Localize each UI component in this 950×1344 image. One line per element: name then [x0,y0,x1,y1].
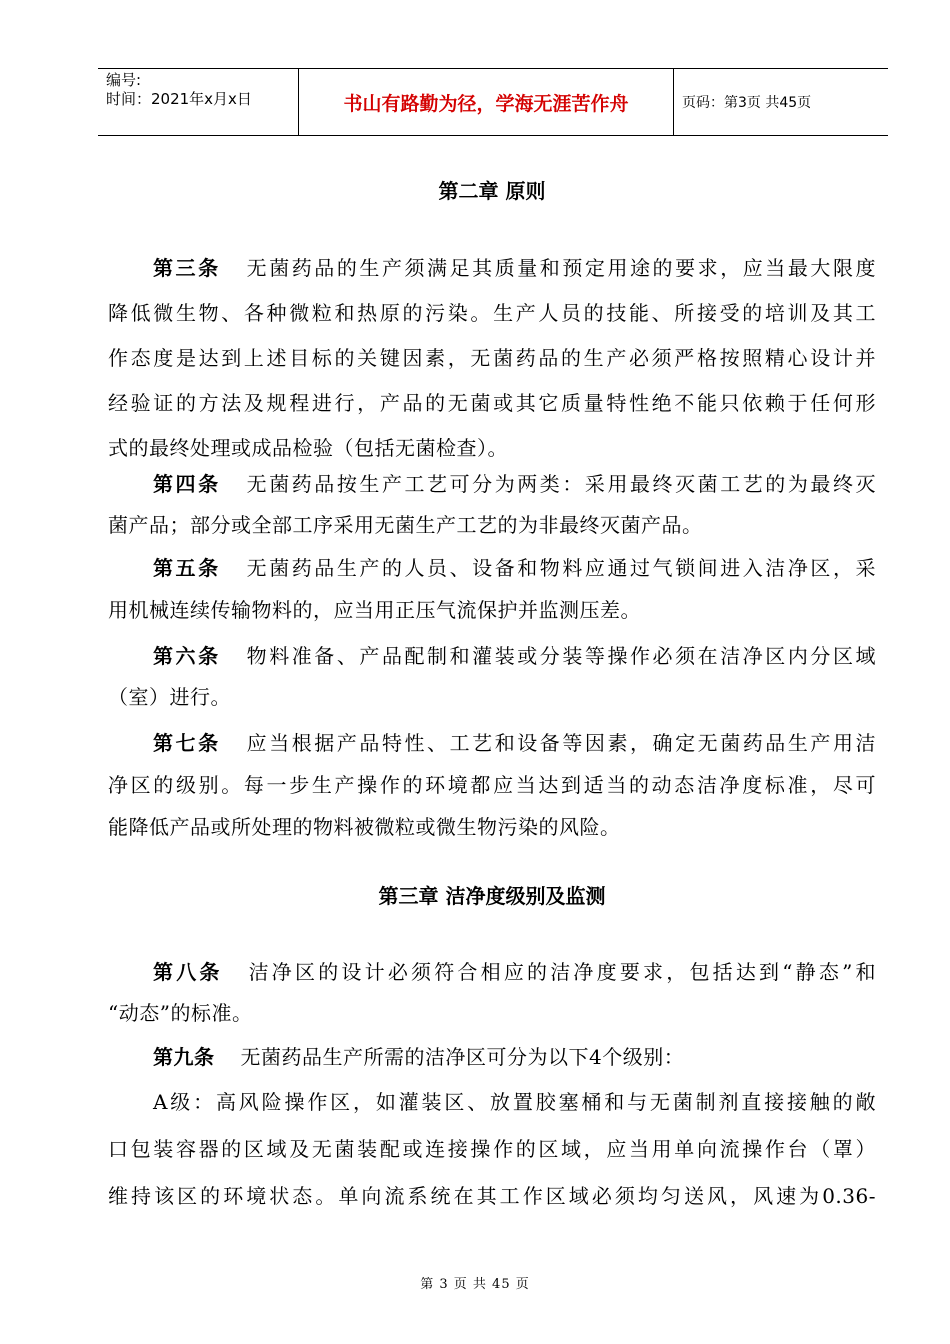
article-7-line-1: 第七条 应当根据产品特性、工艺和设备等因素，确定无菌药品生产用洁 [153,731,877,755]
chapter-3-title: 第三章 洁净度级别及监测 [378,884,606,908]
header-page-info: 页码：第3页 共45页 [682,95,812,111]
article-9-label: 第九条 [153,1045,215,1069]
article-3-line-5: 式的最终处理或成品检验（包括无菌检查）。 [108,436,508,460]
header-motto: 书山有路勤为径，学海无涯苦作舟 [299,69,674,135]
article-3-line-2: 降低微生物、各种微粒和热原的污染。生产人员的技能、所接受的培训及其工 [108,301,876,325]
article-6-label: 第六条 [153,644,221,668]
article-4-line-2: 菌产品；部分或全部工序采用无菌生产工艺的为非最终灭菌产品。 [108,513,703,537]
article-3-line-3: 作态度是达到上述目标的关键因素，无菌药品的生产必须严格按照精心设计并 [108,346,876,370]
grade-a-line-1: A级：高风险操作区，如灌装区、放置胶塞桶和与无菌制剂直接接触的敞 [153,1090,876,1114]
article-7-label: 第七条 [153,731,221,755]
grade-a-line-3: 维持该区的环境状态。单向流系统在其工作区域必须均匀送风，风速为0.36- [108,1184,876,1208]
article-3-line-1: 第三条 无菌药品的生产须满足其质量和预定用途的要求，应当最大限度 [153,256,877,280]
document-time-label: 时间：2021年x月x日 [106,90,252,108]
article-8-label: 第八条 [153,960,223,984]
article-7-line-3: 能降低产品或所处理的物料被微粒或微生物污染的风险。 [108,815,621,839]
article-3-label: 第三条 [153,256,221,280]
chapter-2-title: 第二章 原则 [438,179,546,203]
article-5-line-2: 用机械连续传输物料的，应当用正压气流保护并监测压差。 [108,598,641,622]
article-4-label: 第四条 [153,472,221,496]
article-5-label: 第五条 [153,556,221,580]
article-6-line-2: （室）进行。 [108,685,231,709]
article-6-line-1: 第六条 物料准备、产品配制和灌装或分装等操作必须在洁净区内分区域 [153,644,877,668]
article-4-line-1: 第四条 无菌药品按生产工艺可分为两类：采用最终灭菌工艺的为最终灭 [153,472,877,496]
article-7-line-2: 净区的级别。每一步生产操作的环境都应当达到适当的动态洁净度标准，尽可 [108,773,876,797]
page-footer: 第 3 页 共 45 页 [420,1277,530,1292]
article-5-line-1: 第五条 无菌药品生产的人员、设备和物料应通过气锁间进入洁净区，采 [153,556,877,580]
article-9-line-1: 第九条 无菌药品生产所需的洁净区可分为以下4个级别： [153,1045,685,1069]
article-8-line-2: “动态”的标准。 [108,1001,253,1025]
header-meta [98,69,299,135]
article-3-line-4: 经验证的方法及规程进行，产品的无菌或其它质量特性绝不能只依赖于任何形 [108,391,876,415]
document-number-label: 编号: [106,71,142,89]
grade-a-line-2: 口包装容器的区域及无菌装配或连接操作的区域，应当用单向流操作台（罩） [108,1137,876,1161]
page-header [98,68,888,136]
article-8-line-1: 第八条 洁净区的设计必须符合相应的洁净度要求，包括达到“静态”和 [153,960,877,984]
